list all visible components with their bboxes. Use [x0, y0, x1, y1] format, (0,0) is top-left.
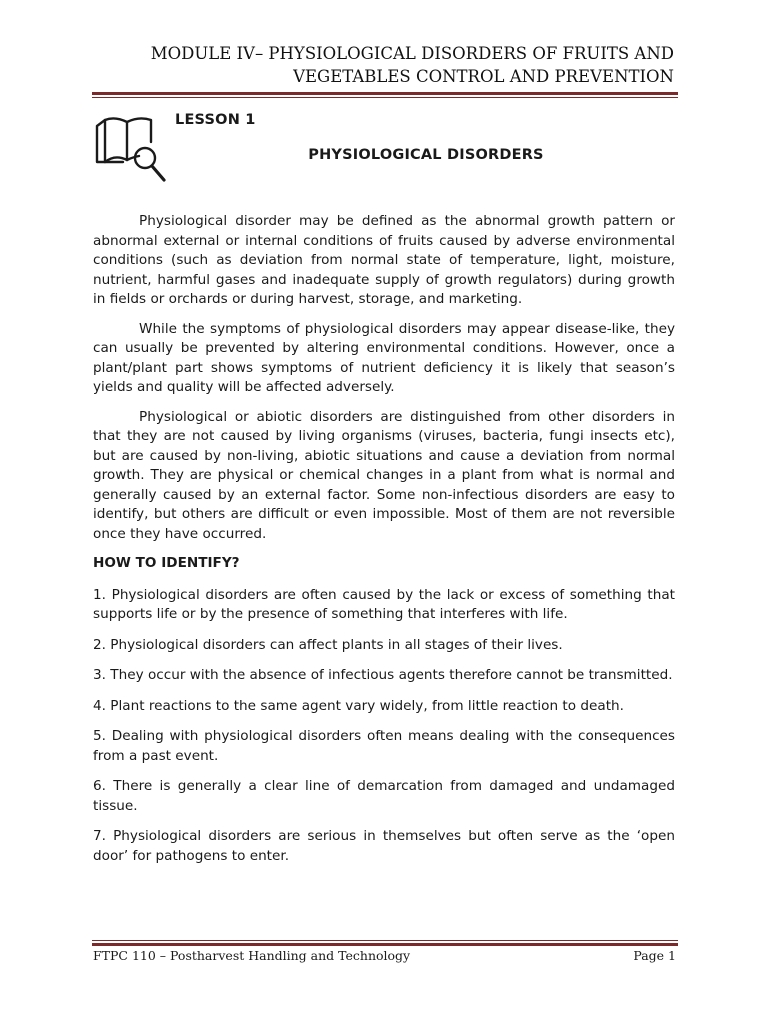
lesson-label: LESSON 1 [175, 112, 256, 128]
paragraph-definition: Physiological disorder may be defined as the abnormal growth pattern or abnormal external or internal conditions of fruits caused by adverse environmental conditions (such as deviation from normal state of temperature, light, moisture, nutrient, harmful gases and inadequate supply of growth regulators) during growth in fields or orchards or during harvest, storage, and marketing. [93, 213, 675, 307]
identify-item: 6. There is generally a clear line of demarcation from damaged and undamaged tissue. [93, 778, 675, 814]
module-header [92, 42, 674, 88]
header-rule-thin [92, 97, 678, 98]
footer-page-number: Page 1 [633, 948, 676, 963]
paragraph-symptoms: While the symptoms of physiological disorders may appear disease-like, they can usually be prevented by altering environmental conditions. However, once a plant/plant part shows symptoms of nutrient deficiency it is likely that season’s yields and quality will be affected adversely. [93, 320, 675, 395]
identify-item: 7. Physiological disorders are serious in themselves but often serve as the ‘open door’ for pathogens to enter. [93, 828, 675, 864]
header-rule [92, 92, 678, 95]
identify-item: 2. Physiological disorders can affect plants in all stages of their lives. [93, 636, 563, 653]
identify-item: 4. Plant reactions to the same agent vary widely, from little reaction to death. [93, 697, 624, 714]
lesson-title: PHYSIOLOGICAL DISORDERS [308, 147, 544, 163]
identify-item: 1. Physiological disorders are often caused by the lack or excess of something that supports life or by the presence of something that interferes with life. [93, 586, 675, 622]
module-header-line-2: VEGETABLES CONTROL AND PREVENTION [293, 67, 674, 86]
how-to-identify-heading: HOW TO IDENTIFY? [93, 555, 240, 571]
module-header-line-1: MODULE IV– PHYSIOLOGICAL DISORDERS OF FRUITS AND [150, 44, 674, 63]
footer-course: FTPC 110 – Postharvest Handling and Technology [93, 948, 411, 963]
identify-item: 5. Dealing with physiological disorders often means dealing with the consequences from a past event. [93, 728, 675, 764]
footer-rule [92, 943, 678, 946]
paragraph-abiotic: Physiological or abiotic disorders are distinguished from other disorders in that they are not caused by living organisms (viruses, bacteria, fungi insects etc), but are caused by non-living, abiotic situations and cause a deviation from normal growth. They are physical or chemical changes in a plant from what is normal and generally caused by an external factor. Some non-infectious disorders are easy to identify, but others are difficult or even impossible. Most of them are not reversible once they have occurred. [93, 408, 675, 542]
footer-rule-thin [92, 940, 678, 941]
identify-item: 3. They occur with the absence of infectious agents therefore cannot be transmitted. [93, 667, 673, 683]
lesson-body [93, 212, 675, 877]
